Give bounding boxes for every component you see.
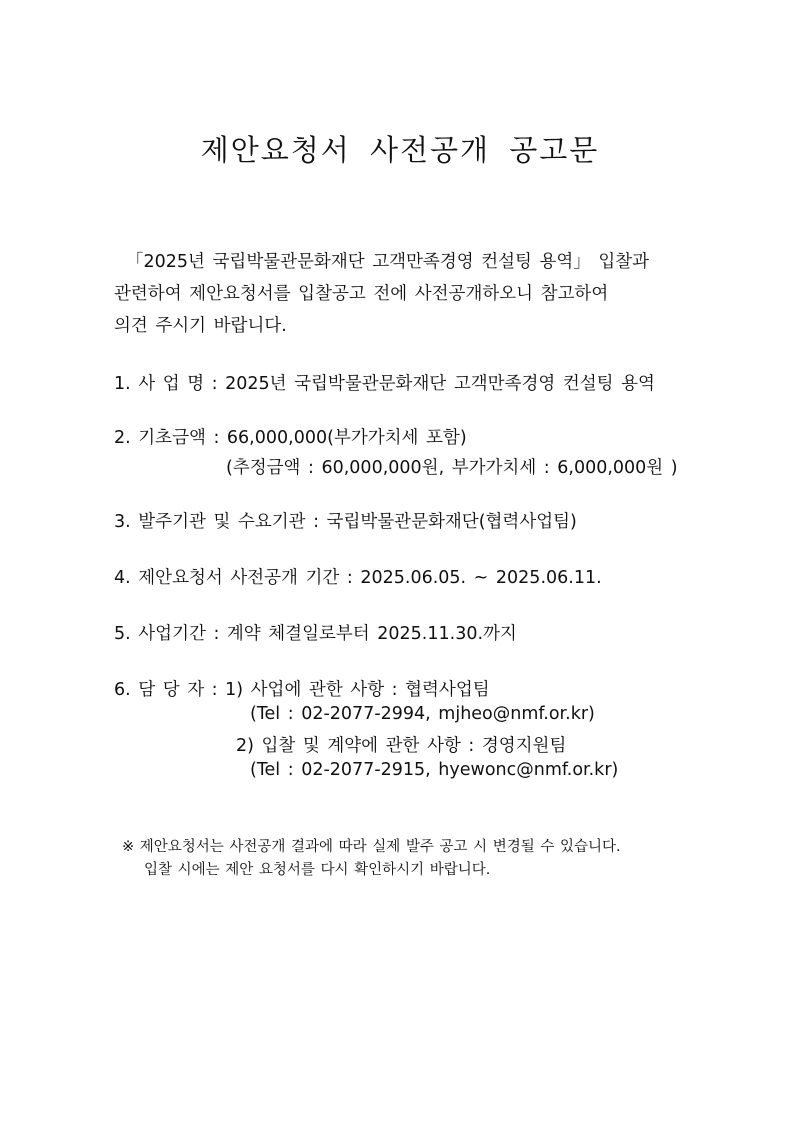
item-disclosure-period: 4. 제안요청서 사전공개 기간 : 2025.06.05. ~ 2025.06.11. <box>114 568 602 588</box>
item-project-name: 1. 사 업 명 : 2025년 국립박물관문화재단 고객만족경영 컨설팅 용역 <box>114 374 655 394</box>
item-base-amount-detail: (추정금액 : 60,000,000원, 부가가치세 : 6,000,000원 ) <box>226 458 678 478</box>
item-contact-person: 6. 담 당 자 : 1) 사업에 관한 사항 : 협력사업팀 <box>114 680 490 700</box>
item-ordering-agency: 3. 발주기관 및 수요기관 : 국립박물관문화재단(협력사업팀) <box>114 512 577 532</box>
intro-line-2: 관련하여 제안요청서를 입찰공고 전에 사전공개하오니 참고하여 <box>114 284 609 304</box>
contact-2-subject: 2) 입찰 및 계약에 관한 사항 : 경영지원팀 <box>236 736 567 756</box>
document-title: 제안요청서 사전공개 공고문 <box>200 133 600 167</box>
contact-2-details: (Tel : 02-2077-2915, hyewonc@nmf.or.kr) <box>250 760 619 780</box>
intro-line-3: 의견 주시기 바랍니다. <box>114 316 287 336</box>
notice-line-2: 입찰 시에는 제안 요청서를 다시 확인하시기 바랍니다. <box>144 862 491 878</box>
item-base-amount: 2. 기초금액 : 66,000,000(부가가치세 포함) <box>114 428 467 448</box>
intro-line-1: 「2025년 국립박물관문화재단 고객만족경영 컨설팅 용역」 입찰과 <box>126 252 650 272</box>
item-project-period: 5. 사업기간 : 계약 체결일로부터 2025.11.30.까지 <box>114 624 517 644</box>
contact-1-details: (Tel : 02-2077-2994, mjheo@nmf.or.kr) <box>250 704 595 724</box>
notice-line-1: ※ 제안요청서는 사전공개 결과에 따라 실제 발주 공고 시 변경될 수 있습니다. <box>122 839 621 855</box>
